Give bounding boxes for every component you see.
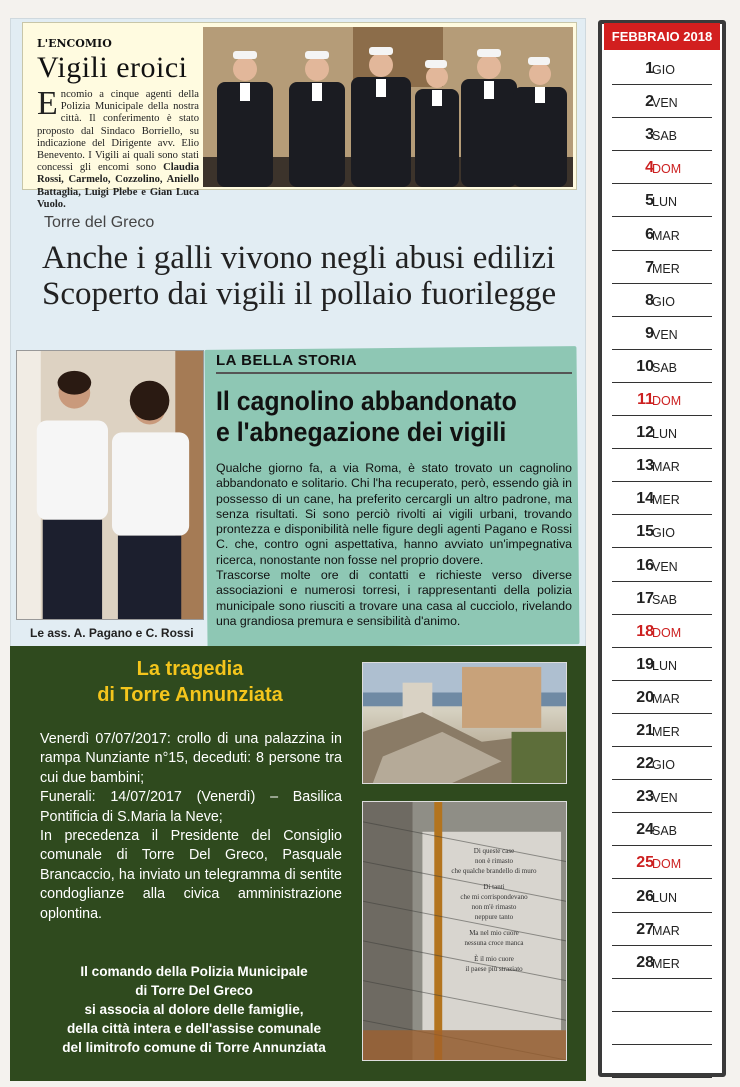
calendar-day-row [612,218,712,251]
day-number: 20 [636,688,654,706]
day-name: VEN [652,96,678,111]
condolences-line-1: Il comando della Polizia Municipale [80,964,308,979]
day-number: 11 [637,391,654,408]
memorial-poem [427,846,561,974]
calendar-day-row [612,416,712,449]
day-name: SAB [652,360,678,375]
day-name: LUN [652,658,678,673]
poem-line: Di queste case [473,847,515,855]
tragedia-condolences [36,962,352,1057]
encomio-label: L'ENCOMIO [37,37,112,50]
day-number: 5 [645,192,654,210]
calendar-day-row [612,284,712,317]
poem-line: Ma nel mio cuore [469,929,519,937]
storia-paragraph-2: Trascorse molte ore di contatti e richieste verso diverse associazioni e numerosi torresi, i rappresentanti della polizia municipale sono riusciti a trovare una casa al cucciolo, rivelando una grandiosa premura e sensibilità d'animo. [216,568,572,628]
calendar-day-row [612,615,712,648]
day-name: MER [652,956,680,971]
encomio-box [22,22,577,210]
day-name: DOM [652,394,682,408]
day-number: 15 [636,523,654,541]
day-number: 14 [636,490,654,508]
day-name: SAB [652,824,678,839]
day-name: MER [652,725,680,739]
day-number: 1 [645,60,654,77]
poem-line: che qualche brandello di muro [451,867,537,875]
day-name: DOM [652,162,682,177]
calendar-day-row [612,1045,712,1078]
encomio-dropcap: E [37,85,58,122]
poem-line: Di tanti [483,883,505,891]
calendar-day-row [612,846,712,879]
calendar-day-row [612,979,712,1012]
day-number: 26 [636,887,654,905]
tragedia-title [40,656,340,708]
collapse-photo [362,662,567,784]
calendar-day-row [612,681,712,714]
day-number: 27 [636,920,654,938]
encomio-names: Claudia Rossi, Carmelo, Cozzolino, Aniello Battaglia, Luigi Plebe e Gian Luca Vuolo. [37,162,199,210]
day-name: MER [652,493,680,508]
calendar-day-row [612,449,712,482]
poem-line: non m'è rimasto [471,903,517,911]
calendar-day-row [612,251,712,284]
day-name: VEN [652,327,678,342]
storia-kicker: LA BELLA STORIA [216,352,358,369]
calendar-day-row [612,813,712,846]
calendar-day-row [612,549,712,582]
day-number: 22 [636,755,654,773]
day-number: 4 [645,159,654,177]
day-name: SAB [652,592,678,607]
day-name: MAR [652,460,680,475]
condolences-line-3: si associa al dolore delle famiglie, [84,1002,304,1017]
poem-line: non è rimasto [474,857,514,865]
day-name: GIO [652,63,675,77]
calendar-day-row [612,582,712,615]
calendar-day-row [612,880,712,913]
condolences-line-4: della città intera e dell'assise comunale [66,1021,322,1036]
calendar-day-row [612,648,712,681]
calendar-day-row [612,151,712,184]
day-name: LUN [652,890,678,905]
article-headline [42,240,582,312]
headline-line-2: Scoperto dai vigili il pollaio fuorilegge [42,276,557,312]
calendar-day-row [612,85,712,118]
calendar-day-row [612,184,712,217]
storia-divider [216,372,572,374]
condolences-line-2: di Torre Del Greco [135,983,253,998]
day-name: SAB [652,129,678,144]
storia-title-line-2: e l'abnegazione dei vigili [216,417,507,447]
calendar-day-row [612,482,712,515]
calendar-day-row [612,946,712,979]
day-number: 19 [636,655,654,673]
poem-line: che mi corrispondevano [460,893,528,901]
calendar-header: FEBBRAIO 2018 [604,23,720,50]
day-name: MAR [652,228,680,243]
encomio-body: ncomio a cinque agenti della Polizia Municipale della nostra città. Il conferimento è stato proposto dal Sindaco Borriello, su indicazione del Dirigente avv. Elio Benevento. I Vigili ai quali sono stati concessi gli encomi sono [37,89,199,174]
storia-paragraph-1: Qualche giorno fa, a via Roma, è stato trovato un cagnolino abbandonato e solitario. Chi l'ha recuperato, però, essendo già in possesso di un cane, ha preferito cercargli un altro padrone, ma senza risultati. Si sono perciò rivolti ai vigili urbani, trovando prontezza e disponibilità nelle figure degli agenti Pagano e Rossi C. che, contro ogni aspettativa, hanno avviato un'impegnativa ricerca, nonostante non fosse nel proprio dovere. [216,461,572,567]
poem-line: il paese più straziato [465,965,523,973]
day-name: VEN [652,559,678,574]
day-number: 8 [645,291,654,309]
day-number: 7 [645,258,654,276]
officers-photo [203,27,573,187]
day-name: VEN [652,791,678,806]
calendar-day-row [612,913,712,946]
calendar-day-row [612,714,712,747]
day-number: 3 [645,126,654,144]
day-number: 28 [636,953,654,971]
day-name: GIO [652,758,675,773]
day-number: 12 [636,424,654,442]
poem-line: neppure tanto [474,913,514,921]
day-name: GIO [652,526,675,541]
day-name: MER [652,261,680,276]
agents-photo [16,350,204,620]
day-number: 16 [636,556,654,574]
encomio-title: Vigili eroici [37,51,188,84]
storia-body [216,461,572,629]
calendar-day-row [612,1012,712,1045]
tragedia-title-line-1: La tragedia [136,658,244,680]
encomio-text [37,85,199,211]
day-number: 21 [636,722,654,739]
day-name: DOM [652,625,682,640]
day-number: 17 [636,589,654,607]
day-name: GIO [652,294,675,309]
day-name: MAR [652,923,680,938]
day-number: 6 [645,225,654,243]
calendar-day-row [612,747,712,780]
calendar-day-row [612,317,712,350]
day-name: LUN [652,427,678,442]
day-name: MAR [652,691,680,706]
calendar-day-row [612,780,712,813]
day-number: 24 [636,821,654,839]
day-name: LUN [652,195,678,210]
tragedia-body [40,730,342,924]
tragedia-paragraph-1: Venerdì 07/07/2017: crollo di una palazzina in rampa Nunziante n°15, deceduti: 8 persone tra cui due bambini; [40,731,342,786]
headline-line-1: Anche i galli vivono negli abusi edilizi [42,240,556,276]
day-number: 18 [636,622,654,640]
calendar-day-row [612,515,712,548]
tragedia-paragraph-2: Funerali: 14/07/2017 (Venerdì) – Basilica Pontificia di S.Maria la Neve; [40,789,342,825]
calendar-day-row [612,383,712,416]
storia-title [216,386,547,448]
storia-title-line-1: Il cagnolino abbandonato [216,386,517,416]
day-number: 10 [636,357,654,375]
calendar-day-row [612,52,712,85]
poem-line: È il mio cuore [474,955,514,963]
day-number: 2 [645,93,654,111]
tragedia-title-line-2: di Torre Annunziata [97,684,283,706]
poem-line: nessuna croce manca [464,939,524,947]
day-number: 25 [636,854,654,872]
article-location: Torre del Greco [44,214,155,231]
day-number: 23 [636,788,654,806]
condolences-line-5: del limitrofo comune di Torre Annunziata [62,1040,326,1055]
day-number: 9 [645,324,654,342]
day-number: 13 [636,457,654,475]
memorial-photo [362,801,567,1061]
calendar-day-row [612,350,712,383]
day-name: DOM [652,857,682,872]
agents-caption: Le ass. A. Pagano e C. Rossi [30,626,194,640]
tragedia-paragraph-3: In precedenza il Presidente del Consiglio comunale di Torre Del Greco, Pasquale Brancaccio, ha inviato un telegramma di sentite condoglianze alla civica amministrazione oplontina. [40,828,342,922]
calendar-day-row [612,118,712,151]
